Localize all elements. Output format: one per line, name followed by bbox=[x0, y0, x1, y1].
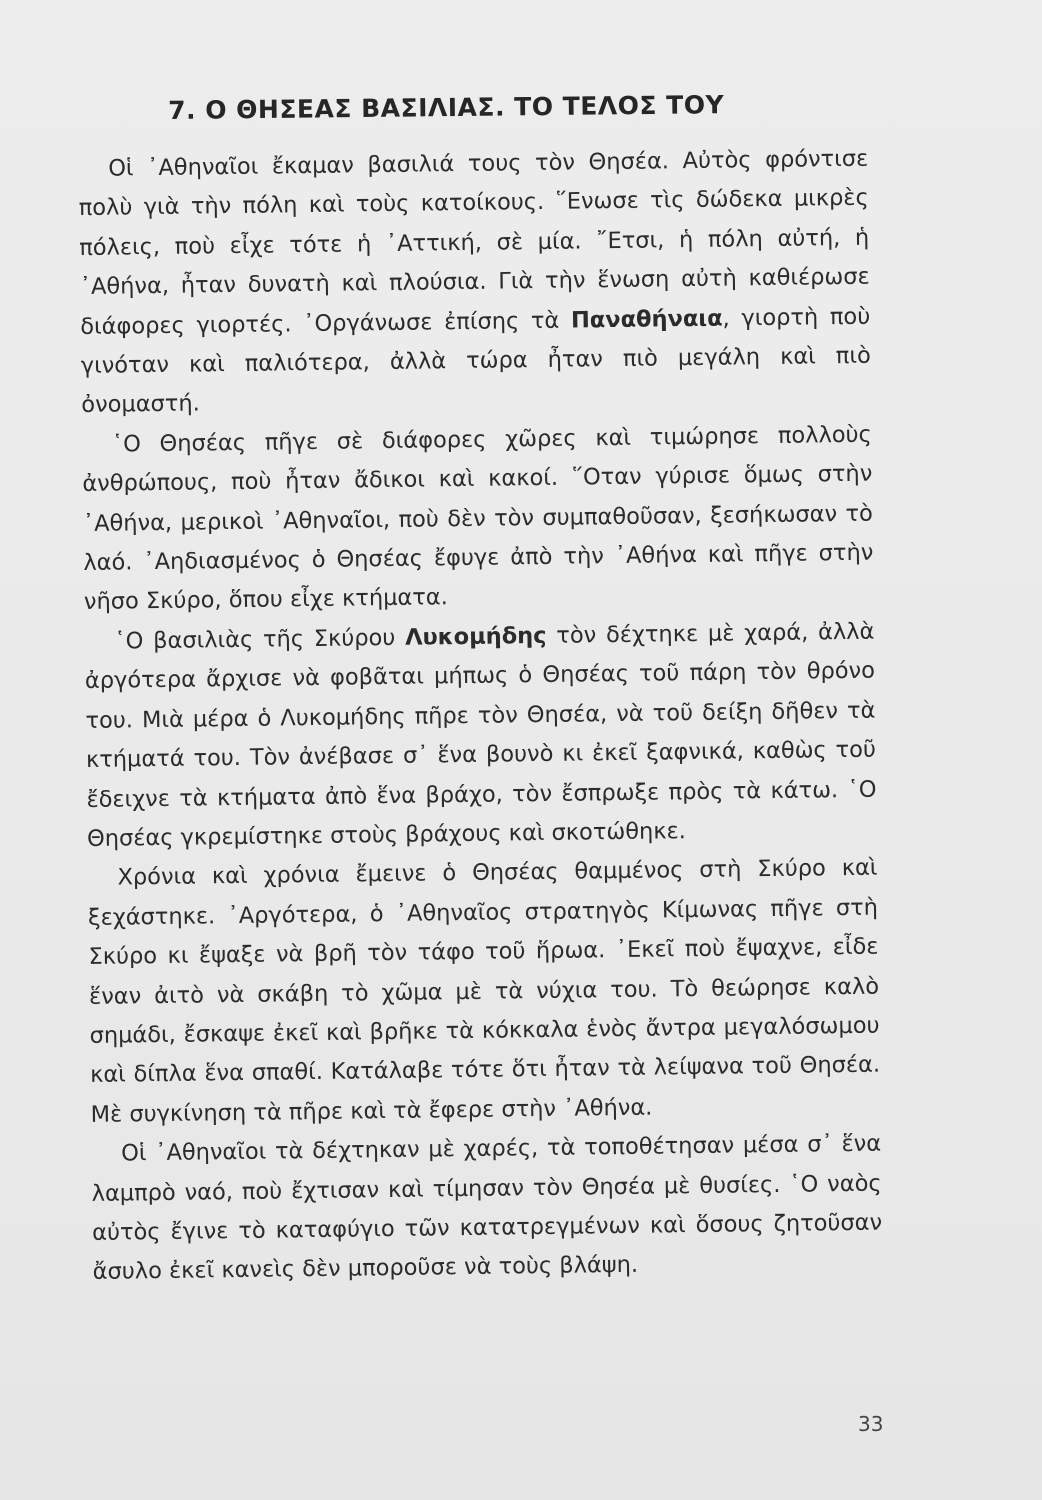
paragraph-5 bbox=[91, 1125, 883, 1293]
chapter-title: 7. Ο ΘΗΣΕΑΣ ΒΑΣΙΛΙΑΣ. ΤΟ ΤΕΛΟΣ ΤΟΥ bbox=[168, 90, 725, 125]
paragraph-text: ῾Ο Θησέας πῆγε σὲ διάφορες χῶρες καὶ τιμώρησε πολλοὺς ἀνθρώπους, ποὺ ἦταν ἄδικοι καὶ κακοί. ῞Οταν γύρισε ὅμως στὴν ᾿Αθήνα, μερικοὶ ᾿Αθηναῖοι, ποὺ δὲν τὸν συμπαθοῦσαν, ξεσήκωσαν τὸ λαό. ᾿Αηδιασμένος ὁ Θησέας ἔφυγε ἀπὸ τὴν ᾿Αθήνα καὶ πῆγε στὴν νῆσο Σκύρο, ὅπου εἶχε κτήματα. bbox=[82, 421, 874, 616]
body-text bbox=[78, 140, 883, 1293]
paragraph-text: ῾Ο βασιλιὰς τῆς Σκύρου bbox=[114, 624, 406, 655]
paragraph-4 bbox=[87, 849, 881, 1135]
page-number: 33 bbox=[858, 1412, 884, 1436]
paragraph-text: Χρόνια καὶ χρόνια ἔμεινε ὁ Θησέας θαμμένος στὴ Σκύρο καὶ ξεχάστηκε. ᾿Αργότερα, ὁ ᾿Αθηναῖος στρατηγὸς Κίμωνας πῆγε στὴ Σκύρο κι ἔψαξε νὰ βρῆ τὸν τάφο τοῦ ἥρωα. ᾿Εκεῖ ποὺ ἔψαχνε, εἶδε ἕναν ἀιτὸ νὰ σκάβη τὸ χῶμα μὲ τὰ νύχια του. Τὸ θεώρησε καλὸ σημάδι, ἔσκαψε ἐκεῖ καὶ βρῆκε τὰ κόκκαλα ἑνὸς ἄντρα μεγαλόσωμου καὶ δίπλα ἕνα σπαθί. Κατάλαβε τότε ὅτι ἦταν τὰ λείψανα τοῦ Θησέα. Μὲ συγκίνηση τὰ πῆρε καὶ τὰ ἔφερε στὴν ᾿Αθήνα. bbox=[87, 854, 881, 1128]
bold-term-panathenaia: Παναθήναια bbox=[570, 305, 723, 334]
paragraph-text: τὸν δέχτηκε μὲ χαρά, ἀλλὰ ἀργότερα ἄρχισε νὰ φοβᾶται μήπως ὁ Θησέας τοῦ πάρη τὸν θρόνο του. Μιὰ μέρα ὁ Λυκομήδης πῆρε τὸν Θησέα, νὰ τοῦ δείξη δῆθεν τὰ κτήματά του. Τὸν ἀνέβασε σ᾿ ἕνα βουνὸ κι ἐκεῖ ξαφνικά, καθὼς τοῦ ἔδειχνε τὰ κτήματα ἀπὸ ἕνα βράχο, τὸν ἔσπρωξε πρὸς τὰ κάτω. ῾Ο Θησέας γκρεμίστηκε στοὺς βράχους καὶ σκοτώθηκε. bbox=[84, 618, 877, 852]
paragraph-1 bbox=[78, 140, 872, 426]
paragraph-2 bbox=[82, 415, 875, 622]
paragraph-text: Οἱ ᾿Αθηναῖοι ἔκαμαν βασιλιά τους τὸν Θησέα. Αὐτὸς φρόντισε πολὺ γιὰ τὴν πόλη καὶ τοὺς κατοίκους. ῞Ενωσε τὶς δώδεκα μικρὲς πόλεις, ποὺ εἶχε τότε ἡ ᾿Αττική, σὲ μία. ῎Ετσι, ἡ πόλη αὐτή, ἡ ᾿Αθήνα, ἦταν δυνατὴ καὶ πλούσια. Γιὰ τὴν ἕνωση αὐτὴ καθιέρωσε διάφορες γιορτές. ᾿Οργάνωσε ἐπίσης τὰ bbox=[78, 145, 870, 340]
paragraph-3 bbox=[84, 612, 877, 859]
paragraph-text: Οἱ ᾿Αθηναῖοι τὰ δέχτηκαν μὲ χαρές, τὰ τοποθέτησαν μέσα σ᾿ ἕνα λαμπρὸ ναό, ποὺ ἔχτισαν καὶ τίμησαν τὸν Θησέα μὲ θυσίες. ῾Ο ναὸς αὐτὸς ἔγινε τὸ καταφύγιο τῶν κατατρεγμένων καὶ ὅσους ζητοῦσαν ἄσυλο ἐκεῖ κανεὶς δὲν μποροῦσε νὰ τοὺς βλάψη. bbox=[91, 1130, 883, 1286]
bold-term-lykomedes: Λυκομήδης bbox=[404, 622, 547, 651]
paragraph-text: , γιορτὴ ποὺ γινόταν καὶ παλιότερα, ἀλλὰ τώρα ἦταν πιὸ μεγάλη καὶ πιὸ ὀνομαστή. bbox=[80, 303, 871, 419]
